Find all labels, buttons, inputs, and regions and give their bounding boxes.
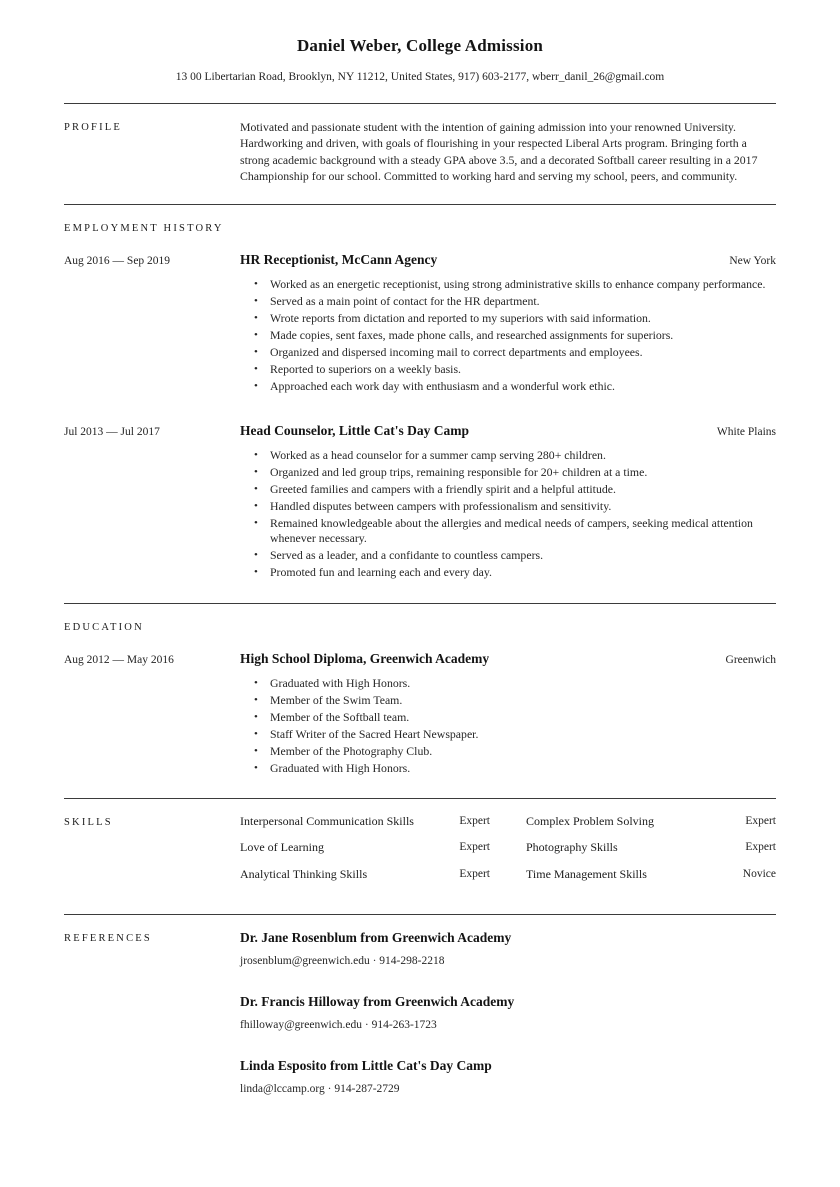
reference-item	[240, 994, 776, 1031]
bullet-item: • Member of the Softball team.	[240, 710, 776, 726]
skills-grid	[240, 814, 776, 894]
job-bullets	[240, 277, 776, 395]
skill-name: Complex Problem Solving	[526, 813, 655, 828]
job-body	[240, 252, 776, 396]
skills-column-left	[240, 814, 490, 894]
bullet-item: • Graduated with High Honors.	[240, 761, 776, 777]
job-dates: Aug 2016 — Sep 2019	[64, 255, 171, 268]
job-bullets	[240, 448, 776, 582]
contact-info: 13 00 Libertarian Road, Brooklyn, NY 11212, United States, 917) 603-2177, wberr_danil_26@gmail.com	[175, 71, 665, 83]
skill-name: Photography Skills	[526, 840, 618, 855]
reference-contact: fhilloway@greenwich.edu · 914-263-1723	[240, 1018, 437, 1031]
job-head	[240, 423, 776, 439]
skills-column-right	[526, 814, 776, 894]
bullet-item: • Handled disputes between campers with professionalism and sensitivity.	[240, 499, 776, 515]
section-label-skills: SKILLS	[64, 816, 113, 828]
education-entry	[64, 651, 776, 778]
skill-item	[526, 840, 776, 856]
education-title: High School Diploma, Greenwich Academy	[240, 650, 490, 666]
bullet-item: • Served as a leader, and a confidante to countless campers.	[240, 548, 776, 564]
bullet-item: • Served as a main point of contact for the HR department.	[240, 294, 776, 310]
bullet-item: • Remained knowledgeable about the allergies and medical needs of campers, seeking medical attention whenever necessary.	[240, 516, 776, 547]
skill-level: Expert	[459, 841, 490, 854]
profile-section	[64, 104, 776, 204]
skill-item	[526, 814, 776, 830]
section-label-profile: PROFILE	[64, 122, 122, 133]
bullet-item: • Made copies, sent faxes, made phone calls, and researched assignments for superiors.	[240, 328, 776, 344]
person-name: Daniel Weber, College Admission	[296, 36, 544, 55]
skill-level: Expert	[459, 814, 490, 827]
education-section	[64, 604, 776, 798]
skill-name: Time Management Skills	[526, 867, 647, 882]
skill-item	[240, 867, 490, 883]
bullet-item: • Worked as an energetic receptionist, using strong administrative skills to enhance company performance.	[240, 277, 776, 293]
bullet-item: • Member of the Photography Club.	[240, 744, 776, 760]
job-body	[240, 423, 776, 583]
resume-header	[64, 36, 776, 83]
job-title: HR Receptionist, McCann Agency	[240, 252, 438, 268]
bullet-item: • Approached each work day with enthusiasm and a wonderful work ethic.	[240, 379, 776, 395]
skill-item	[240, 840, 490, 856]
references-section	[64, 915, 776, 1115]
education-location: Greenwich	[725, 653, 776, 666]
reference-name: Linda Esposito from Little Cat's Day Camp	[240, 1057, 492, 1073]
job-title: Head Counselor, Little Cat's Day Camp	[240, 422, 470, 438]
education-head	[240, 651, 776, 667]
bullet-item: • Graduated with High Honors.	[240, 676, 776, 692]
bullet-item: • Promoted fun and learning each and every day.	[240, 565, 776, 581]
job-head	[240, 252, 776, 268]
education-body	[240, 651, 776, 778]
skill-level: Expert	[459, 868, 490, 881]
reference-name: Dr. Jane Rosenblum from Greenwich Academy	[240, 929, 512, 945]
bullet-item: • Worked as a head counselor for a summer camp serving 280+ children.	[240, 448, 776, 464]
section-label-references: REFERENCES	[64, 932, 152, 944]
education-dates: Aug 2012 — May 2016	[64, 653, 174, 666]
reference-item	[240, 930, 776, 967]
skill-item	[240, 814, 490, 830]
education-bullets	[240, 676, 776, 777]
skill-level: Expert	[745, 814, 776, 827]
reference-name: Dr. Francis Hilloway from Greenwich Academy	[240, 993, 515, 1009]
skill-item	[526, 867, 776, 883]
section-label-employment: EMPLOYMENT HISTORY	[64, 223, 224, 235]
bullet-item: • Staff Writer of the Sacred Heart Newspaper.	[240, 727, 776, 743]
bullet-item: • Organized and dispersed incoming mail to correct departments and employees.	[240, 345, 776, 361]
job-location: White Plains	[716, 425, 776, 438]
job-location: New York	[729, 255, 776, 268]
section-label-education: EDUCATION	[64, 621, 144, 633]
reference-contact: linda@lccamp.org · 914-287-2729	[240, 1082, 400, 1095]
skill-name: Love of Learning	[240, 840, 324, 855]
skill-name: Analytical Thinking Skills	[240, 867, 368, 882]
skill-level: Expert	[745, 841, 776, 854]
skill-name: Interpersonal Communication Skills	[240, 813, 414, 828]
bullet-item: • Wrote reports from dictation and reported to my superiors with said information.	[240, 311, 776, 327]
bullet-item: • Reported to superiors on a weekly basis.	[240, 362, 776, 378]
job-entry	[64, 252, 776, 396]
profile-text: Motivated and passionate student with the intention of gaining admission into your renowned University. Hardworking and driven, with goals of flourishing in your respected Liberal Arts program. Bringing forth a strong academic background with a steady GPA above 3.5, and a decorated Softball career resulting in a 2017 Championship for our school. Committed to working hard and serving my school, peers, and community.	[240, 120, 758, 183]
bullet-item: • Greeted families and campers with a friendly spirit and a helpful attitude.	[240, 482, 776, 498]
skill-level: Novice	[742, 868, 776, 881]
reference-contact: jrosenblum@greenwich.edu · 914-298-2218	[240, 954, 445, 967]
employment-section	[64, 205, 776, 602]
bullet-item: • Member of the Swim Team.	[240, 693, 776, 709]
job-dates: Jul 2013 — Jul 2017	[64, 425, 160, 438]
references-list	[240, 930, 776, 1095]
skills-section	[64, 799, 776, 914]
job-entry	[64, 423, 776, 583]
reference-item	[240, 1058, 776, 1095]
bullet-item: • Organized and led group trips, remaining responsible for 20+ children at a time.	[240, 465, 776, 481]
